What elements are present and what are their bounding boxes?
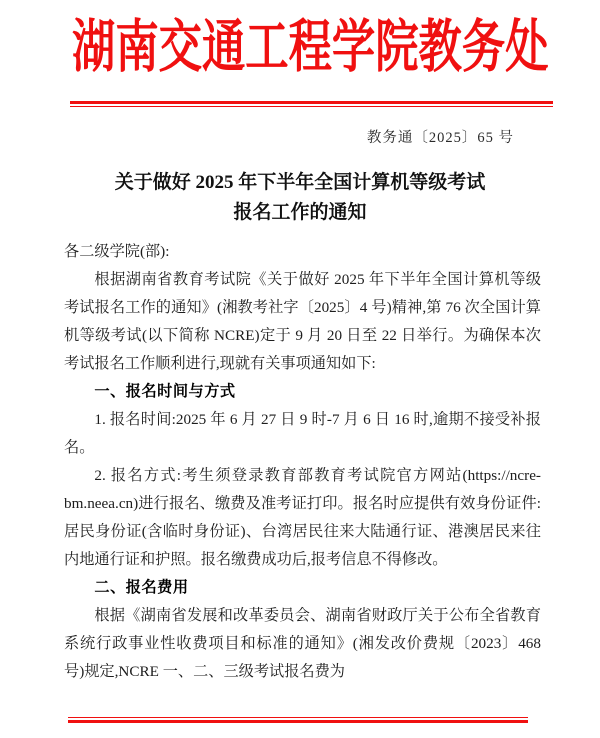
footer-divider-rule — [68, 717, 528, 723]
section-1-item-1: 1. 报名时间:2025 年 6 月 27 日 9 时-7 月 6 日 16 时,逾期不接受补报名。 — [64, 411, 541, 456]
letterhead-divider-rule — [70, 101, 553, 107]
notice-title-line1: 关于做好 2025 年下半年全国计算机等级考试 — [114, 172, 486, 193]
notice-body — [64, 238, 541, 686]
notice-title — [0, 168, 600, 228]
notice-title-line2: 报名工作的通知 — [233, 202, 367, 223]
section-2-heading: 二、报名费用 — [94, 579, 189, 596]
document-number: 教务通〔2025〕65 号 — [366, 130, 514, 146]
section-2-paragraph: 根据《湖南省发展和改革委员会、湖南省财政厅关于公布全省教育系统行政事业性收费项目和标准的通知》(湘发改价费规〔2023〕468 号)规定,NCRE 一、二、三级考试报名费为 — [64, 607, 541, 680]
letterhead-title: 湖南交通工程学院教务处 — [72, 16, 549, 79]
salutation: 各二级学院(部): — [64, 243, 170, 260]
section-1-item-2: 2. 报名方式:考生须登录教育部教育考试院官方网站(https://ncre-bm.neea.cn)进行报名、缴费及准考证打印。报名时应提供有效身份证件:居民身份证(含临时身份证)、台湾居民往来大陆通行证、港澳居民来往内地通行证和护照。报名缴费成功后,报考信息不得修改。 — [64, 467, 541, 568]
intro-paragraph: 根据湖南省教育考试院《关于做好 2025 年下半年全国计算机等级考试报名工作的通知》(湘教考社字〔2025〕4 号)精神,第 76 次全国计算机等级考试(以下简称 NCRE)定于 9 月 20 日至 22 日举行。为确保本次考试报名工作顺利进行,现就有关事项通知如下: — [64, 271, 541, 372]
section-1-heading: 一、报名时间与方式 — [94, 383, 236, 400]
